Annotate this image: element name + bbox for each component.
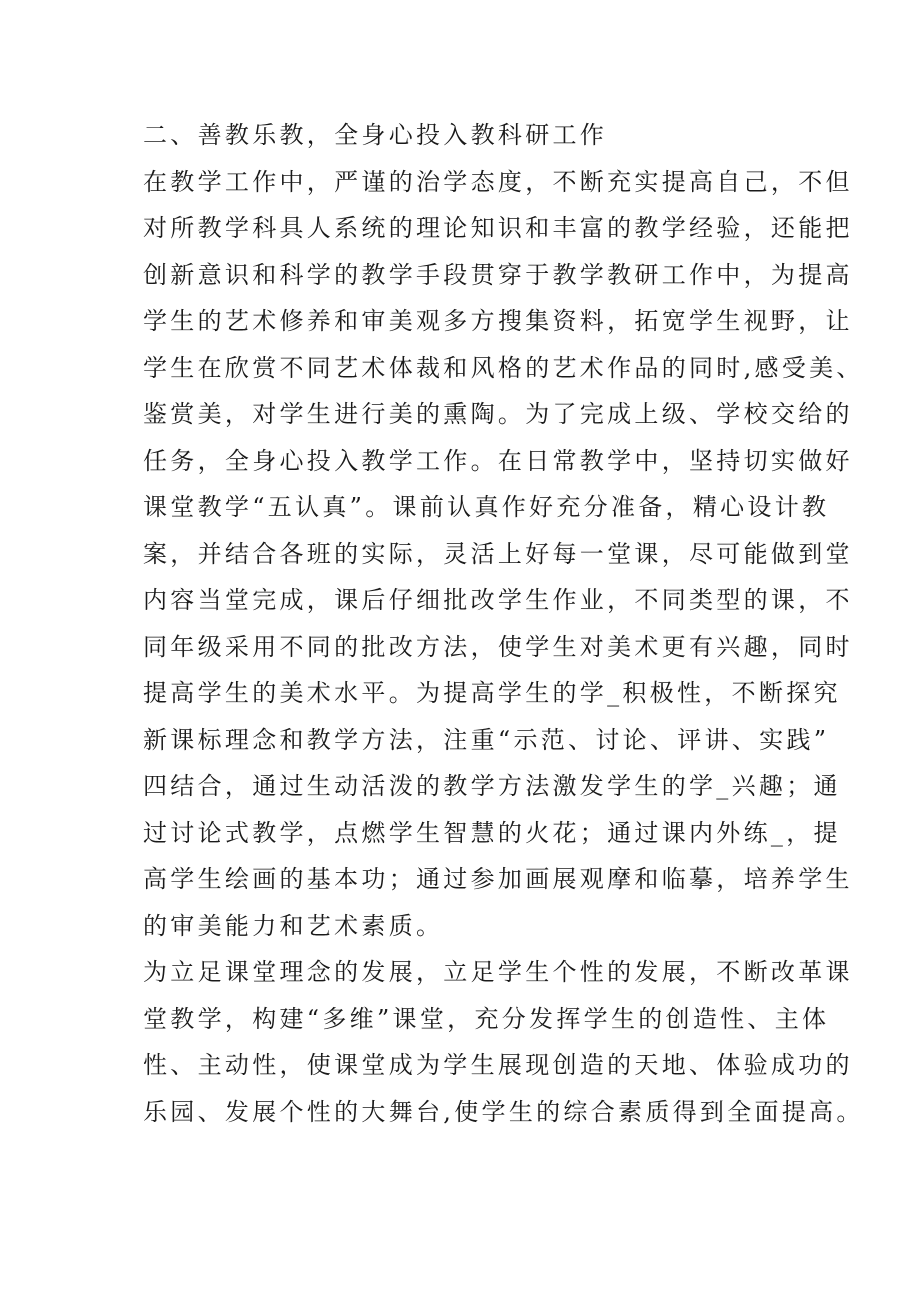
paragraph-line: 创新意识和科学的教学手段贯穿于教学教研工作中，为提高 bbox=[143, 260, 853, 289]
paragraph-line: 案，并结合各班的实际，灵活上好每一堂课，尽可能做到堂 bbox=[143, 539, 853, 568]
paragraph-line: 高学生绘画的基本功；通过参加画展观摩和临摹，培养学生 bbox=[143, 865, 853, 893]
paragraph-1 bbox=[143, 159, 864, 950]
paragraph-line: 学生的艺术修养和审美观多方搜集资料，拓宽学生视野，让 bbox=[143, 307, 853, 335]
paragraph-line: 四结合，通过生动活泼的教学方法激发学生的学_兴趣；通 bbox=[143, 772, 841, 800]
paragraph-line: 过讨论式教学，点燃学生智慧的火花；通过课内外练_，提 bbox=[143, 818, 841, 847]
paragraph-line: 性、主动性，使课堂成为学生展现创造的天地、体验成功的 bbox=[143, 1051, 853, 1079]
paragraph-line: 内容当堂完成，课后仔细批改学生作业，不同类型的课，不 bbox=[143, 586, 853, 614]
paragraph-2 bbox=[143, 949, 864, 1135]
section-heading: 二、善教乐教，全身心投入教科研工作 bbox=[143, 121, 608, 149]
paragraph-line: 同年级采用不同的批改方法，使学生对美术更有兴趣，同时 bbox=[143, 632, 853, 661]
paragraph-line: 提高学生的美术水平。为提高学生的学_积极性，不断探究 bbox=[143, 679, 841, 707]
paragraph-line: 为立足课堂理念的发展，立足学生个性的发展，不断改革课 bbox=[143, 958, 853, 986]
paragraph-line: 对所教学科具人系统的理论知识和丰富的教学经验，还能把 bbox=[143, 214, 853, 242]
paragraph-line: 乐园、发展个性的大舞台,使学生的综合素质得到全面提高。 bbox=[143, 1097, 864, 1126]
document-body bbox=[143, 112, 864, 1135]
paragraph-line: 任务，全身心投入教学工作。在日常教学中，坚持切实做好 bbox=[143, 446, 853, 475]
paragraph-line: 在教学工作中，严谨的治学态度，不断充实提高自己，不但 bbox=[143, 167, 853, 196]
paragraph-line: 的审美能力和艺术素质。 bbox=[143, 911, 444, 940]
paragraph-line: 学生在欣赏不同艺术体裁和风格的艺术作品的同时,感受美、 bbox=[143, 353, 864, 382]
paragraph-line: 鉴赏美，对学生进行美的熏陶。为了完成上级、学校交给的 bbox=[143, 400, 853, 428]
paragraph-line: 堂教学，构建“多维”课堂，充分发挥学生的创造性、主体 bbox=[143, 1004, 830, 1033]
paragraph-line: 课堂教学“五认真”。课前认真作好充分准备，精心设计教 bbox=[143, 493, 830, 521]
paragraph-line: 新课标理念和教学方法，注重“示范、讨论、评讲、实践” bbox=[143, 725, 830, 754]
